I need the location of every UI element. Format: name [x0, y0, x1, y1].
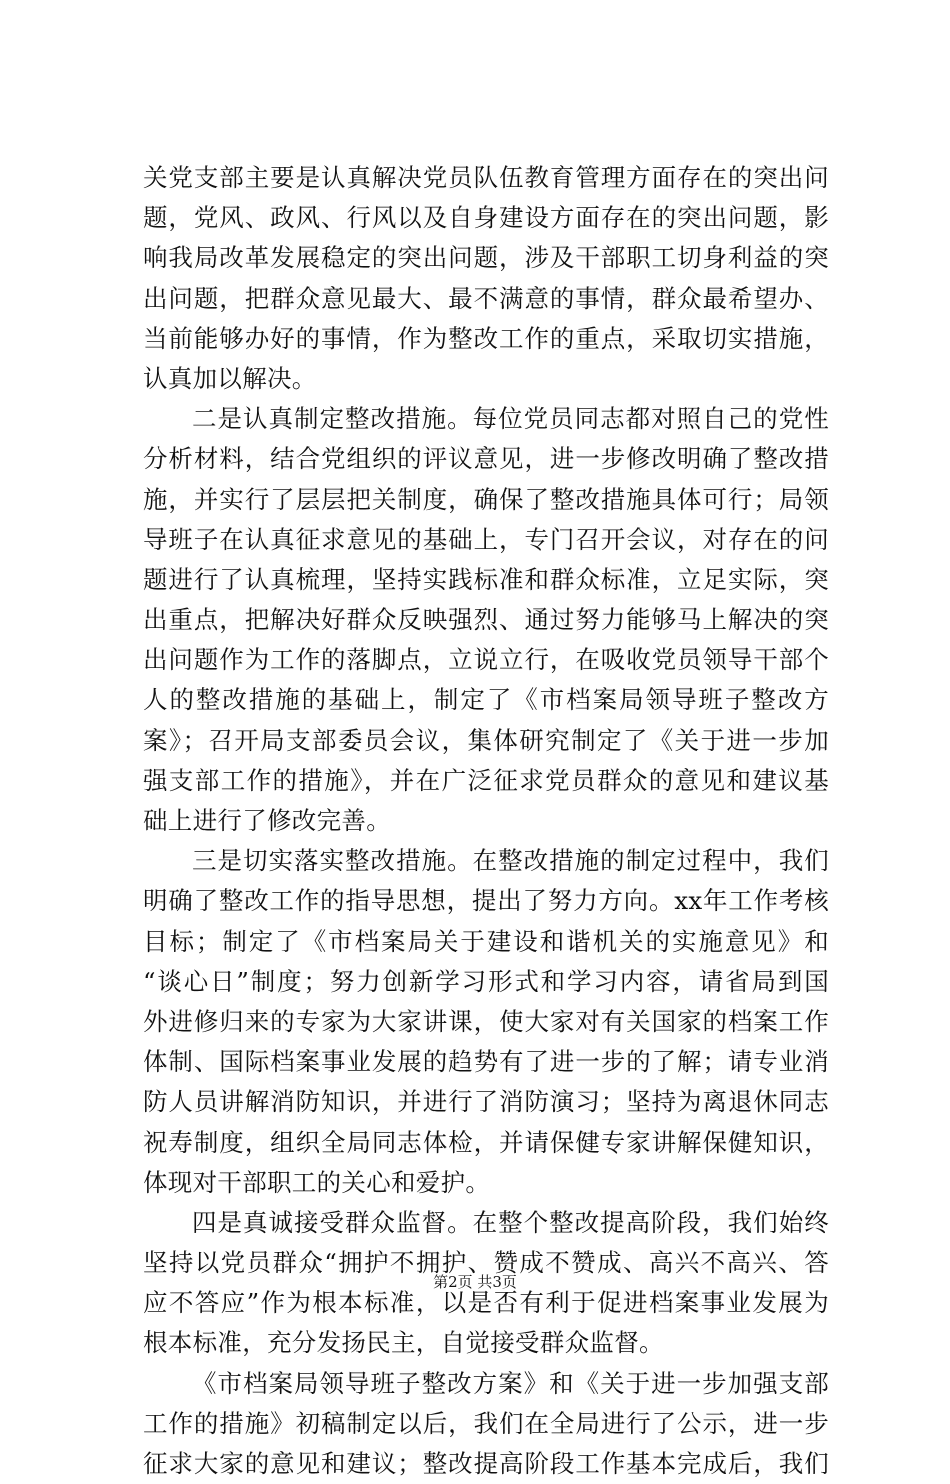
text-line: 认真加以解决。	[143, 363, 317, 393]
text-line: 案》；召开局支部委员会议，集体研究制定了《关于进一步加	[143, 725, 829, 755]
text-line: 出问题，把群众意见最大、最不满意的事情，群众最希望办、	[143, 283, 829, 313]
text-line: 题，党风、政风、行风以及自身建设方面存在的突出问题，影	[143, 203, 829, 233]
text-line: 目标；制定了《市档案局关于建设和谐机关的实施意见》和	[143, 926, 829, 956]
text-line: 础上进行了修改完善。	[143, 806, 391, 835]
text-line: 出重点，把解决好群众反映强烈、通过努力能够马上解决的突	[143, 605, 829, 635]
text-line: 分析材料，结合党组织的评议意见，进一步修改明确了整改措	[143, 444, 829, 474]
text-line: 强支部工作的措施》，并在广泛征求党员群众的意见和建议基	[143, 765, 829, 795]
text-line: 体制、国际档案事业发展的趋势有了进一步的了解；请专业消	[143, 1047, 829, 1077]
text-line: 根本标准，充分发扬民主，自觉接受群众监督。	[143, 1328, 664, 1358]
text-line: 明确了整改工作的指导思想，提出了努力方向。xx年工作考核	[143, 886, 829, 916]
text-line: 征求大家的意见和建议；整改提高阶段工作基本完成后，我们	[143, 1449, 829, 1478]
text-line: 当前能够办好的事情，作为整改工作的重点，采取切实措施，	[143, 323, 829, 353]
text-line: 工作的措施》初稿制定以后，我们在全局进行了公示，进一步	[143, 1408, 829, 1438]
text-line: 体现对干部职工的关心和爱护。	[143, 1167, 491, 1197]
text-line: 三是切实落实整改措施。在整改措施的制定过程中，我们	[192, 846, 829, 876]
text-line: 二是认真制定整改措施。每位党员同志都对照自己的党性	[192, 404, 829, 434]
text-line: 导班子在认真征求意见的基础上，专门召开会议，对存在的问	[143, 524, 829, 554]
text-line: 人的整改措施的基础上，制定了《市档案局领导班子整改方	[143, 685, 829, 715]
text-line: 坚持以党员群众“拥护不拥护、赞成不赞成、高兴不高兴、答	[143, 1248, 829, 1278]
text-line: “谈心日”制度；努力创新学习形式和学习内容，请省局到国	[143, 966, 829, 996]
text-line: 题进行了认真梳理，坚持实践标准和群众标准，立足实际，突	[143, 564, 829, 594]
page-footer: 第2页 共3页	[433, 1273, 517, 1291]
text-line: 出问题作为工作的落脚点，立说立行，在吸收党员领导干部个	[143, 645, 829, 675]
text-line: 响我局改革发展稳定的突出问题，涉及干部职工切身利益的突	[143, 243, 829, 273]
text-line: 关党支部主要是认真解决党员队伍教育管理方面存在的突出问	[143, 163, 829, 192]
text-line: 祝寿制度，组织全局同志体检，并请保健专家讲解保健知识，	[143, 1127, 829, 1157]
text-line: 《市档案局领导班子整改方案》和《关于进一步加强支部	[192, 1368, 829, 1398]
text-line: 施，并实行了层层把关制度，确保了整改措施具体可行；局领	[143, 484, 829, 514]
text-line: 四是真诚接受群众监督。在整个整改提高阶段，我们始终	[192, 1207, 829, 1237]
text-line: 应不答应”作为根本标准，以是否有利于促进档案事业发展为	[143, 1288, 829, 1318]
text-line: 防人员讲解消防知识，并进行了消防演习；坚持为离退休同志	[143, 1087, 829, 1117]
text-line: 外进修归来的专家为大家讲课，使大家对有关国家的档案工作	[143, 1006, 829, 1036]
